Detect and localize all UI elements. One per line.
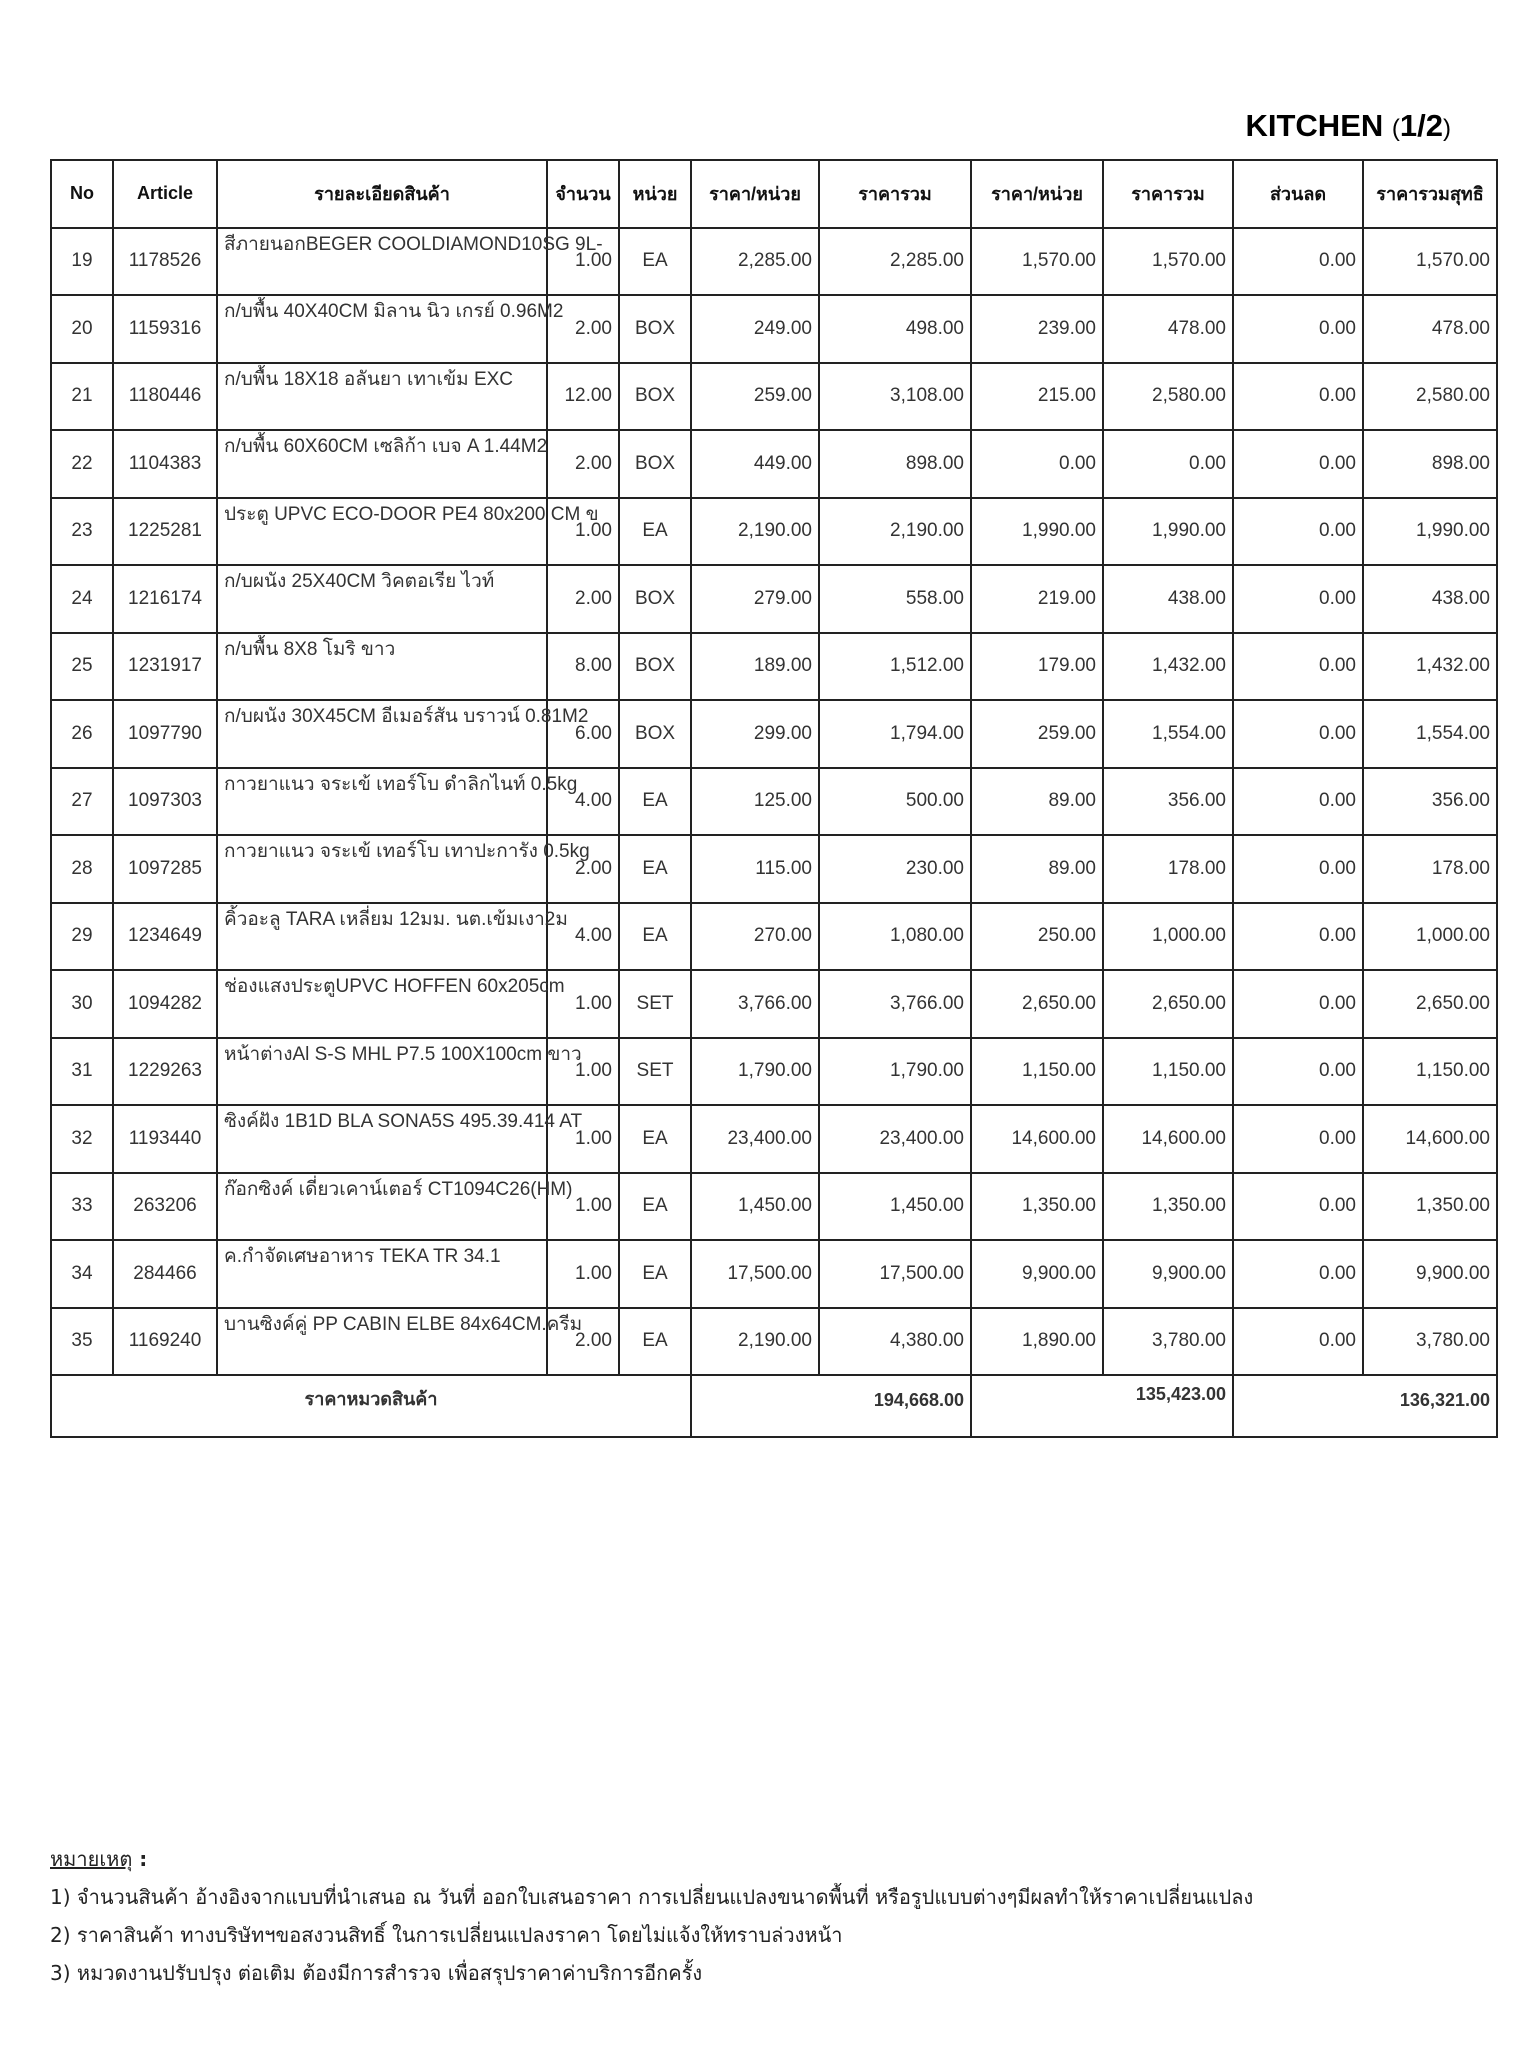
cell-list-unit-price: 270.00: [691, 903, 819, 971]
cell-quantity: 1.00: [547, 970, 619, 1038]
cell-quantity: 2.00: [547, 430, 619, 498]
cell-description: ก/บพื้น 18X18 อลันยา เทาเข้ม EXC: [217, 363, 547, 431]
cell-net-total: 898.00: [1363, 430, 1497, 498]
cell-no: 23: [51, 498, 113, 566]
cell-list-total: 230.00: [819, 835, 971, 903]
cell-list-unit-price: 2,190.00: [691, 1308, 819, 1376]
table-row: [51, 970, 1497, 1038]
cell-discount: 0.00: [1233, 768, 1363, 836]
cell-article: 1193440: [113, 1105, 217, 1173]
cell-quantity: 1.00: [547, 498, 619, 566]
cell-net-total: 356.00: [1363, 768, 1497, 836]
cell-list-total: 4,380.00: [819, 1308, 971, 1376]
cell-total: 356.00: [1103, 768, 1233, 836]
cell-no: 27: [51, 768, 113, 836]
cell-net-total: 9,900.00: [1363, 1240, 1497, 1308]
cell-list-unit-price: 299.00: [691, 700, 819, 768]
cell-total: 2,580.00: [1103, 363, 1233, 431]
cell-quantity: 12.00: [547, 363, 619, 431]
table-row: [51, 700, 1497, 768]
cell-description: ประตู UPVC ECO-DOOR PE4 80x200 CM ข: [217, 498, 547, 566]
cell-net-total: 1,570.00: [1363, 228, 1497, 296]
cell-unit-price: 1,570.00: [971, 228, 1103, 296]
header-net-total: ราคารวมสุทธิ: [1363, 160, 1497, 228]
cell-net-total: 14,600.00: [1363, 1105, 1497, 1173]
cell-unit-price: 9,900.00: [971, 1240, 1103, 1308]
cell-list-total: 23,400.00: [819, 1105, 971, 1173]
cell-unit: EA: [619, 498, 691, 566]
table-row: [51, 363, 1497, 431]
table-row: [51, 565, 1497, 633]
cell-unit: EA: [619, 1308, 691, 1376]
cell-no: 30: [51, 970, 113, 1038]
cell-discount: 0.00: [1233, 498, 1363, 566]
cell-description: ซิงค์ฝัง 1B1D BLA SONA5S 495.39.414 AT: [217, 1105, 547, 1173]
title-name: KITCHEN: [1245, 108, 1384, 143]
cell-total: 478.00: [1103, 295, 1233, 363]
cell-unit: EA: [619, 1105, 691, 1173]
cell-list-total: 2,190.00: [819, 498, 971, 566]
cell-unit: BOX: [619, 430, 691, 498]
cell-net-total: 1,432.00: [1363, 633, 1497, 701]
cell-net-total: 478.00: [1363, 295, 1497, 363]
cell-total: 2,650.00: [1103, 970, 1233, 1038]
cell-net-total: 2,650.00: [1363, 970, 1497, 1038]
cell-quantity: 1.00: [547, 1240, 619, 1308]
cell-unit: EA: [619, 768, 691, 836]
cell-list-unit-price: 2,190.00: [691, 498, 819, 566]
table-row: [51, 295, 1497, 363]
cell-no: 35: [51, 1308, 113, 1376]
total-net-sum: 136,321.00: [1233, 1375, 1497, 1437]
cell-description: คิ้วอะลู TARA เหลี่ยม 12มม. นต.เข้มเงา2ม: [217, 903, 547, 971]
cell-article: 1094282: [113, 970, 217, 1038]
cell-list-unit-price: 449.00: [691, 430, 819, 498]
cell-discount: 0.00: [1233, 970, 1363, 1038]
cell-list-unit-price: 23,400.00: [691, 1105, 819, 1173]
cell-article: 1225281: [113, 498, 217, 566]
cell-unit-price: 1,150.00: [971, 1038, 1103, 1106]
cell-unit: BOX: [619, 700, 691, 768]
cell-total: 1,990.00: [1103, 498, 1233, 566]
table-row: [51, 768, 1497, 836]
table-row: [51, 1173, 1497, 1241]
cell-unit: EA: [619, 903, 691, 971]
cell-total: 0.00: [1103, 430, 1233, 498]
cell-no: 31: [51, 1038, 113, 1106]
cell-list-unit-price: 2,285.00: [691, 228, 819, 296]
cell-list-unit-price: 259.00: [691, 363, 819, 431]
notes-section: [50, 1840, 1253, 1992]
cell-article: 1104383: [113, 430, 217, 498]
cell-quantity: 4.00: [547, 903, 619, 971]
table-row: [51, 835, 1497, 903]
cell-article: 263206: [113, 1173, 217, 1241]
cell-discount: 0.00: [1233, 1240, 1363, 1308]
cell-unit: BOX: [619, 363, 691, 431]
cell-net-total: 2,580.00: [1363, 363, 1497, 431]
cell-description: กาวยาแนว จระเข้ เทอร์โบ ดำลิกไนท์ 0.5kg: [217, 768, 547, 836]
cell-no: 33: [51, 1173, 113, 1241]
cell-discount: 0.00: [1233, 1038, 1363, 1106]
cell-no: 26: [51, 700, 113, 768]
cell-no: 22: [51, 430, 113, 498]
cell-unit-price: 179.00: [971, 633, 1103, 701]
cell-list-unit-price: 1,450.00: [691, 1173, 819, 1241]
cell-discount: 0.00: [1233, 903, 1363, 971]
table-row: [51, 1038, 1497, 1106]
total-row: [51, 1375, 1497, 1437]
table-row: [51, 633, 1497, 701]
cell-net-total: 178.00: [1363, 835, 1497, 903]
cell-discount: 0.00: [1233, 700, 1363, 768]
cell-list-total: 17,500.00: [819, 1240, 971, 1308]
cell-quantity: 1.00: [547, 228, 619, 296]
header-description: รายละเอียดสินค้า: [217, 160, 547, 228]
cell-article: 1169240: [113, 1308, 217, 1376]
cell-list-unit-price: 115.00: [691, 835, 819, 903]
cell-list-total: 3,766.00: [819, 970, 971, 1038]
page-title: [1245, 108, 1451, 144]
cell-list-total: 498.00: [819, 295, 971, 363]
cell-discount: 0.00: [1233, 430, 1363, 498]
cell-discount: 0.00: [1233, 633, 1363, 701]
cell-unit: SET: [619, 970, 691, 1038]
title-paren-open: (: [1391, 115, 1400, 142]
cell-unit-price: 1,990.00: [971, 498, 1103, 566]
cell-list-unit-price: 3,766.00: [691, 970, 819, 1038]
cell-no: 28: [51, 835, 113, 903]
cell-description: ก/บพื้น 40X40CM มิลาน นิว เกรย์ 0.96M2: [217, 295, 547, 363]
cell-quantity: 1.00: [547, 1038, 619, 1106]
cell-total: 1,432.00: [1103, 633, 1233, 701]
cell-total: 1,554.00: [1103, 700, 1233, 768]
cell-article: 1097790: [113, 700, 217, 768]
cell-no: 29: [51, 903, 113, 971]
cell-description: ก/บพื้น 60X60CM เซลิก้า เบจ A 1.44M2: [217, 430, 547, 498]
cell-total: 3,780.00: [1103, 1308, 1233, 1376]
header-total: ราคารวม: [1103, 160, 1233, 228]
total-unit-sum: 135,423.00: [971, 1375, 1233, 1437]
cell-net-total: 1,000.00: [1363, 903, 1497, 971]
cell-discount: 0.00: [1233, 565, 1363, 633]
cell-unit-price: 259.00: [971, 700, 1103, 768]
table-row: [51, 1308, 1497, 1376]
cell-net-total: 1,150.00: [1363, 1038, 1497, 1106]
cell-description: กาวยาแนว จระเข้ เทอร์โบ เทาปะการัง 0.5kg: [217, 835, 547, 903]
cell-unit: EA: [619, 1240, 691, 1308]
cell-list-unit-price: 125.00: [691, 768, 819, 836]
cell-net-total: 1,350.00: [1363, 1173, 1497, 1241]
cell-discount: 0.00: [1233, 835, 1363, 903]
note-item: 1) จำนวนสินค้า อ้างอิงจากแบบที่นำเสนอ ณ วันที่ ออกใบเสนอราคา การเปลี่ยนแปลงขนาดพื้นที่ หรือรูปแบบต่างๆมีผลทำให้ราคาเปลี่ยนแปลง: [50, 1885, 1254, 1909]
cell-description: หน้าต่างAl S-S MHL P7.5 100X100cm ขาว: [217, 1038, 547, 1106]
cell-total: 1,000.00: [1103, 903, 1233, 971]
cell-description: บานซิงค์คู่ PP CABIN ELBE 84x64CM.ครีม: [217, 1308, 547, 1376]
total-label: ราคาหมวดสินค้า: [51, 1375, 691, 1437]
cell-unit: BOX: [619, 633, 691, 701]
table-row: [51, 228, 1497, 296]
cell-no: 20: [51, 295, 113, 363]
header-article: Article: [113, 160, 217, 228]
cell-no: 32: [51, 1105, 113, 1173]
cell-quantity: 1.00: [547, 1105, 619, 1173]
cell-unit-price: 219.00: [971, 565, 1103, 633]
table-header-row: [51, 160, 1497, 228]
cell-description: ช่องแสงประตูUPVC HOFFEN 60x205cm: [217, 970, 547, 1038]
quotation-table: [50, 159, 1498, 1438]
header-discount: ส่วนลด: [1233, 160, 1363, 228]
cell-unit-price: 0.00: [971, 430, 1103, 498]
cell-no: 24: [51, 565, 113, 633]
cell-unit-price: 14,600.00: [971, 1105, 1103, 1173]
cell-discount: 0.00: [1233, 295, 1363, 363]
cell-list-unit-price: 17,500.00: [691, 1240, 819, 1308]
cell-unit: EA: [619, 1173, 691, 1241]
cell-quantity: 6.00: [547, 700, 619, 768]
cell-article: 1097303: [113, 768, 217, 836]
cell-net-total: 3,780.00: [1363, 1308, 1497, 1376]
cell-list-total: 500.00: [819, 768, 971, 836]
cell-article: 1231917: [113, 633, 217, 701]
table-row: [51, 903, 1497, 971]
cell-description: ก/บผนัง 25X40CM วิคตอเรีย ไวท์: [217, 565, 547, 633]
table-row: [51, 1240, 1497, 1308]
cell-quantity: 1.00: [547, 1173, 619, 1241]
cell-description: ก/บผนัง 30X45CM อีเมอร์สัน บราวน์ 0.81M2: [217, 700, 547, 768]
cell-description: สีภายนอกBEGER COOLDIAMOND10SG 9L-: [217, 228, 547, 296]
header-quantity: จำนวน: [547, 160, 619, 228]
cell-unit: EA: [619, 835, 691, 903]
note-item: 2) ราคาสินค้า ทางบริษัทฯขอสงวนสิทธิ์ ในการเปลี่ยนแปลงราคา โดยไม่แจ้งให้ทราบล่วงหน้า: [50, 1923, 843, 1947]
header-no: No: [51, 160, 113, 228]
cell-list-unit-price: 189.00: [691, 633, 819, 701]
cell-article: 1216174: [113, 565, 217, 633]
cell-article: 284466: [113, 1240, 217, 1308]
title-paren-close: ): [1443, 115, 1451, 142]
cell-unit: BOX: [619, 565, 691, 633]
cell-unit-price: 1,350.00: [971, 1173, 1103, 1241]
cell-description: ก/บพื้น 8X8 โมริ ขาว: [217, 633, 547, 701]
cell-unit-price: 1,890.00: [971, 1308, 1103, 1376]
cell-list-total: 1,790.00: [819, 1038, 971, 1106]
cell-quantity: 2.00: [547, 565, 619, 633]
cell-discount: 0.00: [1233, 228, 1363, 296]
cell-no: 21: [51, 363, 113, 431]
cell-unit: BOX: [619, 295, 691, 363]
cell-unit-price: 215.00: [971, 363, 1103, 431]
cell-article: 1234649: [113, 903, 217, 971]
cell-quantity: 8.00: [547, 633, 619, 701]
notes-heading-colon: :: [132, 1847, 148, 1871]
cell-unit: EA: [619, 228, 691, 296]
table-row: [51, 430, 1497, 498]
cell-net-total: 438.00: [1363, 565, 1497, 633]
cell-unit: SET: [619, 1038, 691, 1106]
table-row: [51, 1105, 1497, 1173]
cell-total: 14,600.00: [1103, 1105, 1233, 1173]
cell-discount: 0.00: [1233, 1308, 1363, 1376]
cell-list-unit-price: 1,790.00: [691, 1038, 819, 1106]
cell-total: 9,900.00: [1103, 1240, 1233, 1308]
header-unit: หน่วย: [619, 160, 691, 228]
notes-heading: หมายเหตุ: [50, 1847, 133, 1871]
table-row: [51, 498, 1497, 566]
cell-article: 1097285: [113, 835, 217, 903]
cell-list-unit-price: 249.00: [691, 295, 819, 363]
cell-no: 34: [51, 1240, 113, 1308]
cell-list-total: 1,794.00: [819, 700, 971, 768]
note-item: 3) หมวดงานปรับปรุง ต่อเติม ต้องมีการสำรวจ เพื่อสรุปราคาค่าบริการอีกครั้ง: [50, 1961, 703, 1985]
cell-list-unit-price: 279.00: [691, 565, 819, 633]
cell-total: 1,350.00: [1103, 1173, 1233, 1241]
cell-unit-price: 89.00: [971, 835, 1103, 903]
cell-unit-price: 2,650.00: [971, 970, 1103, 1038]
cell-discount: 0.00: [1233, 1173, 1363, 1241]
header-list-total: ราคารวม: [819, 160, 971, 228]
cell-total: 1,570.00: [1103, 228, 1233, 296]
cell-no: 19: [51, 228, 113, 296]
cell-list-total: 558.00: [819, 565, 971, 633]
cell-list-total: 1,080.00: [819, 903, 971, 971]
cell-unit-price: 250.00: [971, 903, 1103, 971]
cell-list-total: 1,512.00: [819, 633, 971, 701]
cell-list-total: 898.00: [819, 430, 971, 498]
title-page: 1/2: [1399, 108, 1443, 143]
cell-article: 1229263: [113, 1038, 217, 1106]
cell-total: 1,150.00: [1103, 1038, 1233, 1106]
cell-quantity: 4.00: [547, 768, 619, 836]
cell-article: 1180446: [113, 363, 217, 431]
cell-list-total: 3,108.00: [819, 363, 971, 431]
cell-net-total: 1,554.00: [1363, 700, 1497, 768]
cell-discount: 0.00: [1233, 1105, 1363, 1173]
cell-description: ก๊อกซิงค์ เดี่ยวเคาน์เตอร์ CT1094C26(HM): [217, 1173, 547, 1241]
cell-unit-price: 89.00: [971, 768, 1103, 836]
header-list-unit-price: ราคา/หน่วย: [691, 160, 819, 228]
header-unit-price: ราคา/หน่วย: [971, 160, 1103, 228]
cell-net-total: 1,990.00: [1363, 498, 1497, 566]
cell-no: 25: [51, 633, 113, 701]
cell-total: 438.00: [1103, 565, 1233, 633]
cell-quantity: 2.00: [547, 1308, 619, 1376]
cell-discount: 0.00: [1233, 363, 1363, 431]
cell-unit-price: 239.00: [971, 295, 1103, 363]
cell-list-total: 1,450.00: [819, 1173, 971, 1241]
cell-article: 1159316: [113, 295, 217, 363]
cell-description: ค.กำจัดเศษอาหาร TEKA TR 34.1: [217, 1240, 547, 1308]
cell-list-total: 2,285.00: [819, 228, 971, 296]
cell-quantity: 2.00: [547, 295, 619, 363]
cell-article: 1178526: [113, 228, 217, 296]
cell-quantity: 2.00: [547, 835, 619, 903]
total-list-sum: 194,668.00: [691, 1375, 971, 1437]
cell-total: 178.00: [1103, 835, 1233, 903]
